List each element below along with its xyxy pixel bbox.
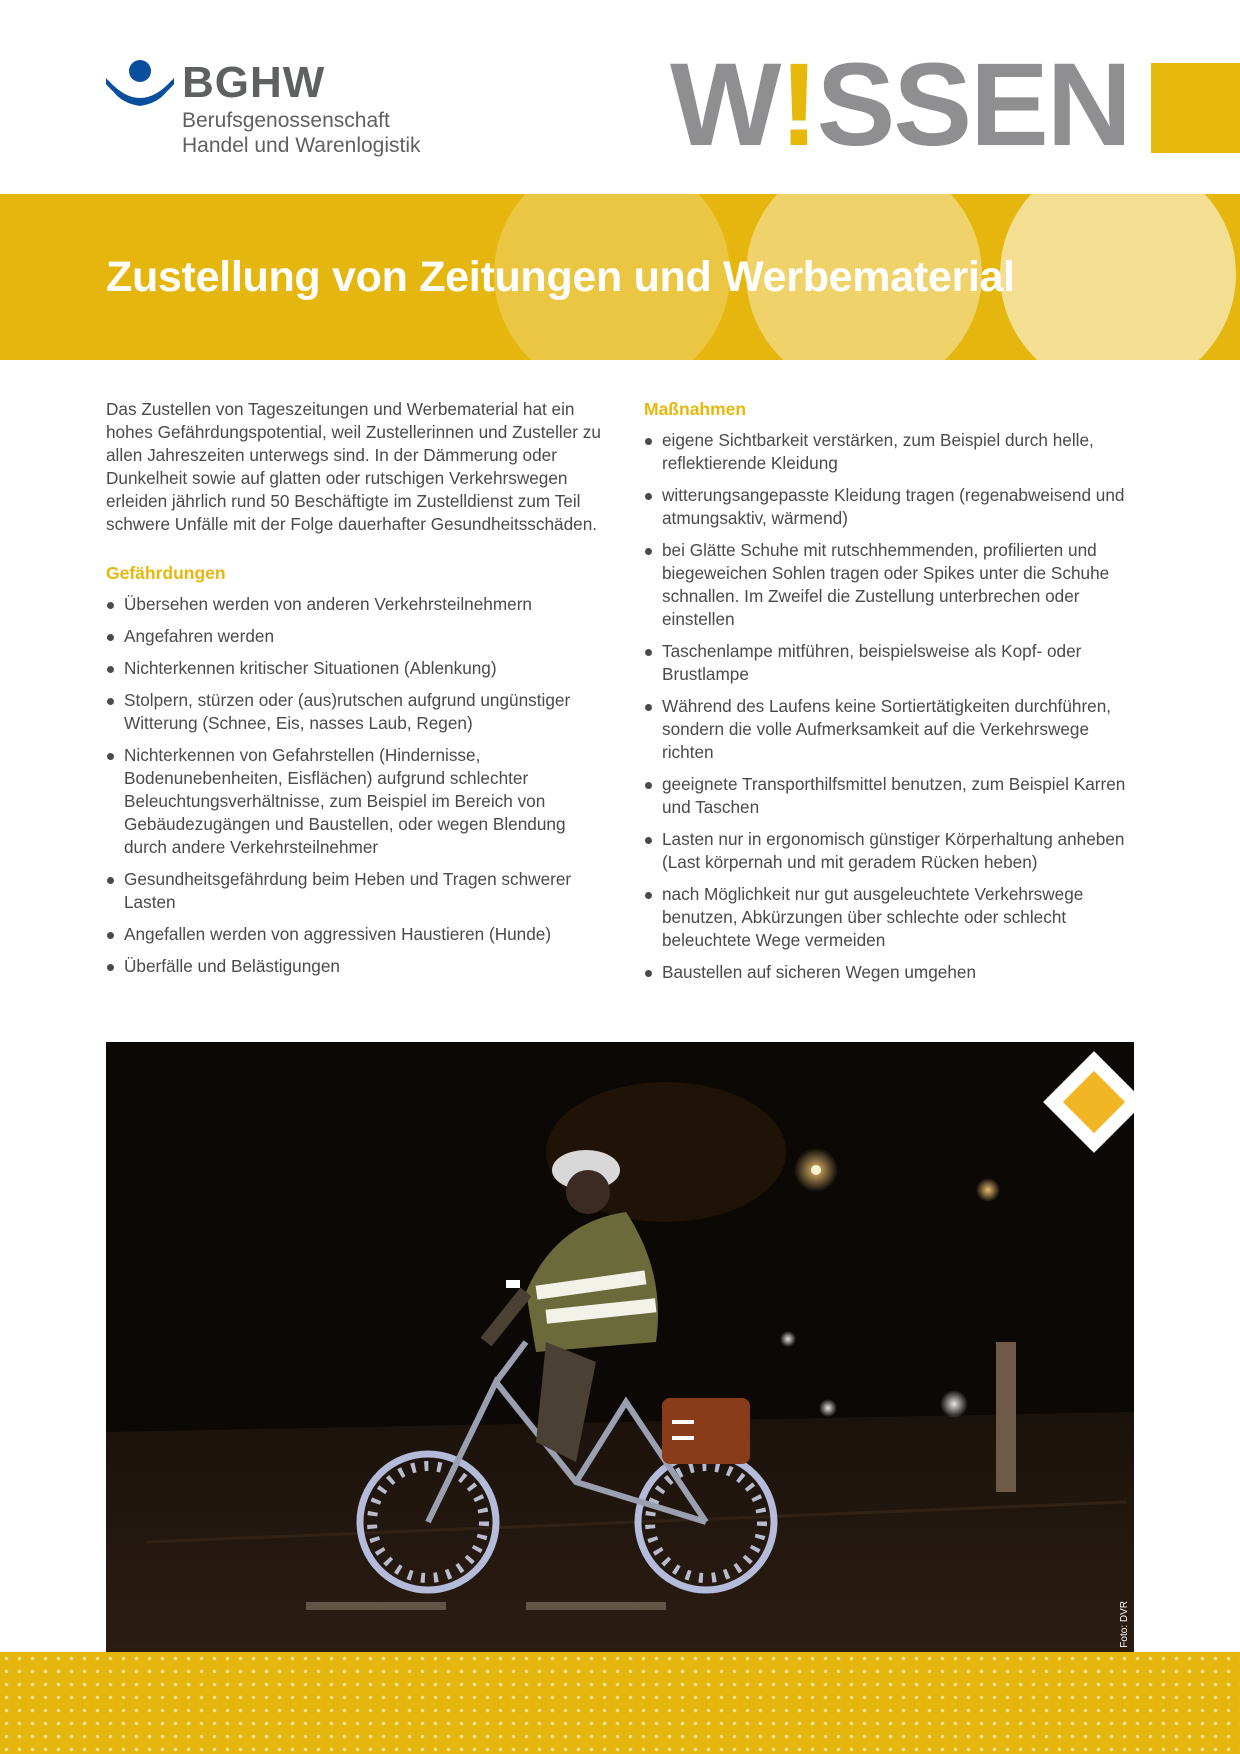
brand-letters-ssen: SSEN [816,39,1131,171]
right-column [644,398,1136,993]
hazard-item: Übersehen werden von anderen Verkehrsteilnehmern [106,593,602,616]
page-title: Zustellung von Zeitungen und Werbematerial [106,253,1015,301]
hazards-list [106,593,602,978]
measures-list [644,429,1136,984]
hazard-item: Überfälle und Belästigungen [106,955,602,978]
hazard-item: Stolpern, stürzen oder (aus)rutschen aufgrund ungünstiger Witterung (Schnee, Eis, nasses Laub, Regen) [106,689,602,735]
measure-item: Taschenlampe mitführen, beispielsweise als Kopf- oder Brustlampe [644,640,1136,686]
bghw-logo [106,58,466,168]
hazard-item: Angefallen werden von aggressiven Haustieren (Hunde) [106,923,602,946]
decorative-circle [1000,194,1236,360]
measure-item: Während des Laufens keine Sortiertätigkeiten durchführen, sondern die volle Aufmerksamkeit auf die Verkehrswege richten [644,695,1136,764]
brand-exclamation: ! [779,39,817,171]
measures-heading: Maßnahmen [644,399,747,419]
measure-item: nach Möglichkeit nur gut ausgeleuchtete Verkehrswege benutzen, Abkürzungen über schlechte oder schlecht beleuchtete Wege vermeiden [644,883,1136,952]
cyclist-illustration [106,1042,1134,1652]
hazard-item: Angefahren werden [106,625,602,648]
measure-item: geeignete Transporthilfsmittel benutzen, zum Beispiel Karren und Taschen [644,773,1136,819]
intro-paragraph: Das Zustellen von Tageszeitungen und Werbematerial hat ein hohes Gefährdungspotential, weil Zustellerinnen und Zusteller zu allen Jahreszeiten unterwegs sind. In der Dämmerung oder Dunkelheit sowie auf glatten oder rutschigen Verkehrswegen erleiden jährlich rund 50 Beschäftigte im Zustelldienst zum Teil schwere Unfälle mit der Folge dauerhafter Gesundheitsschäden. [106,399,601,534]
wissen-brand [670,39,1131,171]
measure-item: eigene Sichtbarkeit verstärken, zum Beispiel durch helle, reflektierende Kleidung [644,429,1136,475]
footer-dotted-band [0,1652,1240,1754]
hazard-item: Nichterkennen von Gefahrstellen (Hindernisse, Bodenunebenheiten, Eisflächen) aufgrund schlechter Beleuchtungsverhältnisse, zum Beispiel im Bereich von Gebäudezugängen und Baustellen, oder wegen Blendung durch andere Verkehrsteilnehmer [106,744,602,859]
measure-item: Baustellen auf sicheren Wegen umgehen [644,961,1136,984]
title-band [0,194,1240,360]
org-name-line-1: Berufsgenossenschaft [182,109,390,132]
hazard-item: Nichterkennen kritischer Situationen (Ablenkung) [106,657,602,680]
photo-credit: Foto: DVR [1119,1601,1130,1648]
measure-item: bei Glätte Schuhe mit rutschhemmenden, profilierten und biegeweichen Sohlen tragen oder Spikes unter die Schuhe schnallen. Im Zweifel die Zustellung unterbrechen oder einstellen [644,539,1136,631]
org-name-line-2: Handel und Warenlogistik [182,134,421,157]
org-short-name: BGHW [182,58,326,107]
brand-letter-w: W [670,39,780,171]
left-column [106,398,602,987]
bghw-logo-icon [106,58,174,108]
org-full-name [182,108,421,158]
measure-item: Lasten nur in ergonomisch günstiger Körperhaltung anheben (Last körpernah und mit geradem Rücken heben) [644,828,1136,874]
hazard-item: Gesundheitsgefährdung beim Heben und Tragen schwerer Lasten [106,868,602,914]
hazards-heading: Gefährdungen [106,563,226,583]
brand-accent-bar [1151,63,1240,153]
measure-item: witterungsangepasste Kleidung tragen (regenabweisend und atmungsaktiv, wärmend) [644,484,1136,530]
cyclist-night-photo [106,1042,1134,1652]
